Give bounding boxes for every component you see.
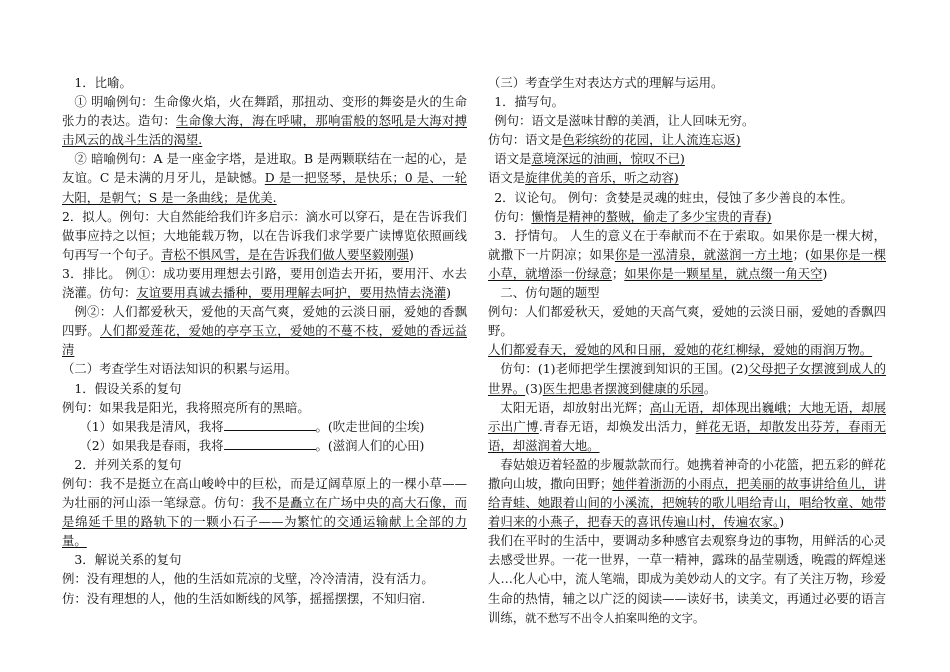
silent-answer-1: 高山无语，却体现出巍峨； xyxy=(649,399,799,415)
lyric-answer-1: 你是一泓清泉，就滋润一方土地 xyxy=(614,246,793,262)
parallelism-paren: ) xyxy=(446,285,451,301)
lyric-answer-2: 如果你是一棵小草，就增添一份绿意 xyxy=(488,246,887,281)
coordinate-heading: 2．并列关系的复句 xyxy=(74,456,182,472)
personification-example xyxy=(62,207,467,264)
argument-imitation-text: 仿句： xyxy=(494,208,532,224)
simile-answer: 生命像大海，海在呼啸，那响雷般的怒吼是大海对搏击风云的战斗生活的渴望. xyxy=(62,113,468,148)
parallelism-text-1: 3．排比。 例①：成功要用理想去引路，要用创造去开拓，要用汗、水去浇灌。仿句： xyxy=(62,265,467,301)
silent-example xyxy=(488,398,886,455)
conditional-heading: 1．假设关系的复句 xyxy=(74,380,182,396)
imitation-example: 例句：人们都爱秋天，爱她的天高气爽，爱她的云淡日丽，爱她的香飘四野。 xyxy=(488,304,886,339)
description-answer-1: 色彩缤纷的花园，让人流连忘返) xyxy=(562,132,741,148)
conclusion-paragraph xyxy=(488,531,886,627)
expression-section-title: （三）考查学生对表达方式的理解与运用。 xyxy=(488,75,724,90)
grammar-section-title: （二）考查学生对语法知识的积累与运用。 xyxy=(62,361,298,377)
lyric-sep-2: ； xyxy=(611,265,625,281)
explanatory-example: 例：没有理想的人，他的生活如荒凉的戈壁，冷冷清清，没有活力。 xyxy=(62,571,434,587)
lyric-text: 3．抒情句。 人生的意义在于奉献而不在于索取。如果你是一棵大树，就撒下一片阴凉；如果 xyxy=(488,227,886,262)
ferry-example xyxy=(488,359,886,397)
spring-text: 春姑娘迈着轻盈的步履款款而行。她携着神奇的小花篮，把五彩的鲜花撒向山坡，撒向田野； xyxy=(488,456,886,491)
parallelism-answer-1: 友谊要用真诚去播种，要用理解去呵护，要用热情去浇灌 xyxy=(136,285,447,301)
parallelism-example-2 xyxy=(62,302,467,359)
conclusion-tail: 就不愁写不出令人拍案叫绝的文字。 xyxy=(525,611,705,625)
section-metaphor-title: 1．比喻。 xyxy=(74,75,132,90)
description-imitation-1-text: 仿句：语文是 xyxy=(488,132,563,148)
coordinate-example xyxy=(62,474,467,550)
ferry-num-3: (3) xyxy=(525,380,543,396)
ferry-end: 。 xyxy=(703,380,717,396)
description-imitation-3 xyxy=(488,168,886,187)
imitation-answer: 人们都爱春天，爱她的风和日丽，爱她的花红柳绿，爱她的雨润万物。 xyxy=(488,342,873,358)
conditional-item-2-text: （2）如果我是春雨，我将 xyxy=(79,437,224,453)
conditional-item-1-hint: 。(吹走世间的尘埃) xyxy=(315,418,425,434)
answer-blank-2[interactable] xyxy=(224,437,316,450)
lyric-answer-3: 如果你是一颗星星，就点缀一角天空 xyxy=(624,265,823,281)
spring-example xyxy=(488,455,886,531)
right-column xyxy=(488,73,886,628)
left-column xyxy=(62,73,467,608)
conditional-item-2-hint: 。(滋润人们的心田) xyxy=(315,437,425,453)
simile-text: ① 明喻例句：生命像火焰，火在舞蹈，那扭动、变形的舞姿是火的生命张力的表达。造句： xyxy=(62,94,467,129)
silent-answer-2: 大地无语，却展示出广博 xyxy=(488,399,887,434)
lyric-sep-1: ；( xyxy=(792,246,810,262)
spring-paren: ) xyxy=(779,514,785,530)
description-example: 例句：语文是滋味甘醇的美酒，让人回味无穷。 xyxy=(494,113,755,129)
description-heading: 1．描写句。 xyxy=(494,94,565,110)
parallelism-answer-2: 人们都爱莲花，爱她的亭亭玉立，爱她的不蔓不枝，爱她的香远益清 xyxy=(62,323,468,358)
explanatory-imitation: 仿：没有理想的人，他的生活如断线的风筝，摇摇摆摆，不知归宿. xyxy=(62,590,426,606)
metaphor-example xyxy=(62,149,467,206)
description-answer-3: 旋律优美的音乐，听之动容) xyxy=(525,170,679,186)
silent-answer-3: 鲜花无语，却散发出芬芳，春雨无语，却滋润着大地。 xyxy=(488,418,887,453)
personification-paren: ) xyxy=(408,246,414,262)
parallelism-example-1 xyxy=(62,264,467,302)
ferry-text: 仿句：(1)老师把学生摆渡到知识的王国。(2) xyxy=(500,361,749,377)
simile-example xyxy=(62,92,467,149)
conditional-item-2 xyxy=(62,436,467,455)
ferry-answer-1: 父母把子女摆渡到成人的世界。 xyxy=(488,361,887,396)
metaphor-text: ② 暗喻例句：A 是一座金字塔，是进取。B 是两颗联结在一起的心，是友谊。C 是未满的月牙儿，是缺憾。 xyxy=(62,151,467,186)
answer-blank-1[interactable] xyxy=(224,418,316,431)
description-answer-2: 意境深远的油画，惊叹不已) xyxy=(531,151,685,167)
imitation-types-title: 二、仿句题的题型 xyxy=(500,285,600,301)
description-imitation-3-text: 语文是 xyxy=(488,170,526,186)
parallelism-text-2: 例②：人们都爱秋天，爱他的天高气爽，爱她的云淡日丽，爱她的香飘四野。 xyxy=(62,304,467,339)
argument-imitation xyxy=(488,207,886,226)
silent-text: 太阳无语，却放射出光辉； xyxy=(500,399,650,415)
metaphor-answer: D 是一把竖琴，是快乐；0 是、一轮大阳，是朝气；S 是一条曲线；是优美. xyxy=(62,170,468,205)
coordinate-text: 例句：我不是挺立在高山峻岭中的巨松，而是辽阔草原上的一棵小草——为壮丽的河山添一笔绿意。仿句： xyxy=(62,475,467,511)
imitation-answer-line xyxy=(488,340,886,359)
conclusion-text: 我们在平时的生活中，要调动多种感官去观察身边的事物，用鲜活的心灵去感受世界。一花一世界，一草一精神，露珠的晶莹剔透，晚霞的辉煌迷人…化人心中，流人笔端，即成为美妙动人的文字。有了关注万物，珍爱生命的热情，辅之以广泛的阅读——读好书，读美文，再通过必要的语言训练， xyxy=(488,533,886,625)
personification-answer: 青松不惧风雪，是在告诉我们做人要坚毅刚强 xyxy=(161,246,409,262)
silent-text-2: .青春无语，却焕发出活力， xyxy=(538,418,696,434)
description-imitation-1 xyxy=(488,130,886,149)
conditional-item-1-text: （1）如果我是清风，我将 xyxy=(79,418,224,434)
argument-example: 2．议论句。 例句：贪婪是灵魂的蛀虫，侵蚀了多少善良的本性。 xyxy=(494,189,853,205)
personification-text: 2．拟人。例句：大自然能给我们许多启示：滴水可以穿石，是在告诉我们做事应持之以恒；大地能载万物，以在告诉我们求学要广读博览依照画线句再写一个句子。 xyxy=(62,208,467,262)
conditional-example: 例句：如果我是阳光，我将照亮所有的黑暗。 xyxy=(62,399,310,415)
conditional-item-1 xyxy=(62,417,467,436)
spring-answer: 她伴着浙沥的小雨点，把美丽的故事讲给鱼儿，讲给青蛙、她跟着山间的小溪流，把婉转的歌儿唱给青山，唱给牧童、她带着归来的小燕子，把春天的喜讯传遍山村，传遍农家。 xyxy=(488,475,887,530)
lyric-paren: ) xyxy=(822,265,828,281)
description-imitation-2-text: 语文是 xyxy=(494,151,532,167)
lyric-example xyxy=(488,226,886,283)
argument-answer: 懒惰是精神的螯贼，偷走了多少宝贵的青春) xyxy=(531,208,772,224)
ferry-answer-2: 医生把患者摆渡到健康的乐园 xyxy=(542,380,704,396)
explanatory-heading: 3．解说关系的复句 xyxy=(74,552,182,568)
description-imitation-2 xyxy=(488,149,886,168)
coordinate-answer: 我不是矗立在广场中央的高大石像，而是绵延千里的路轨下的一颗小石子——为繁忙的交通运输献上全部的力量。 xyxy=(62,495,468,549)
